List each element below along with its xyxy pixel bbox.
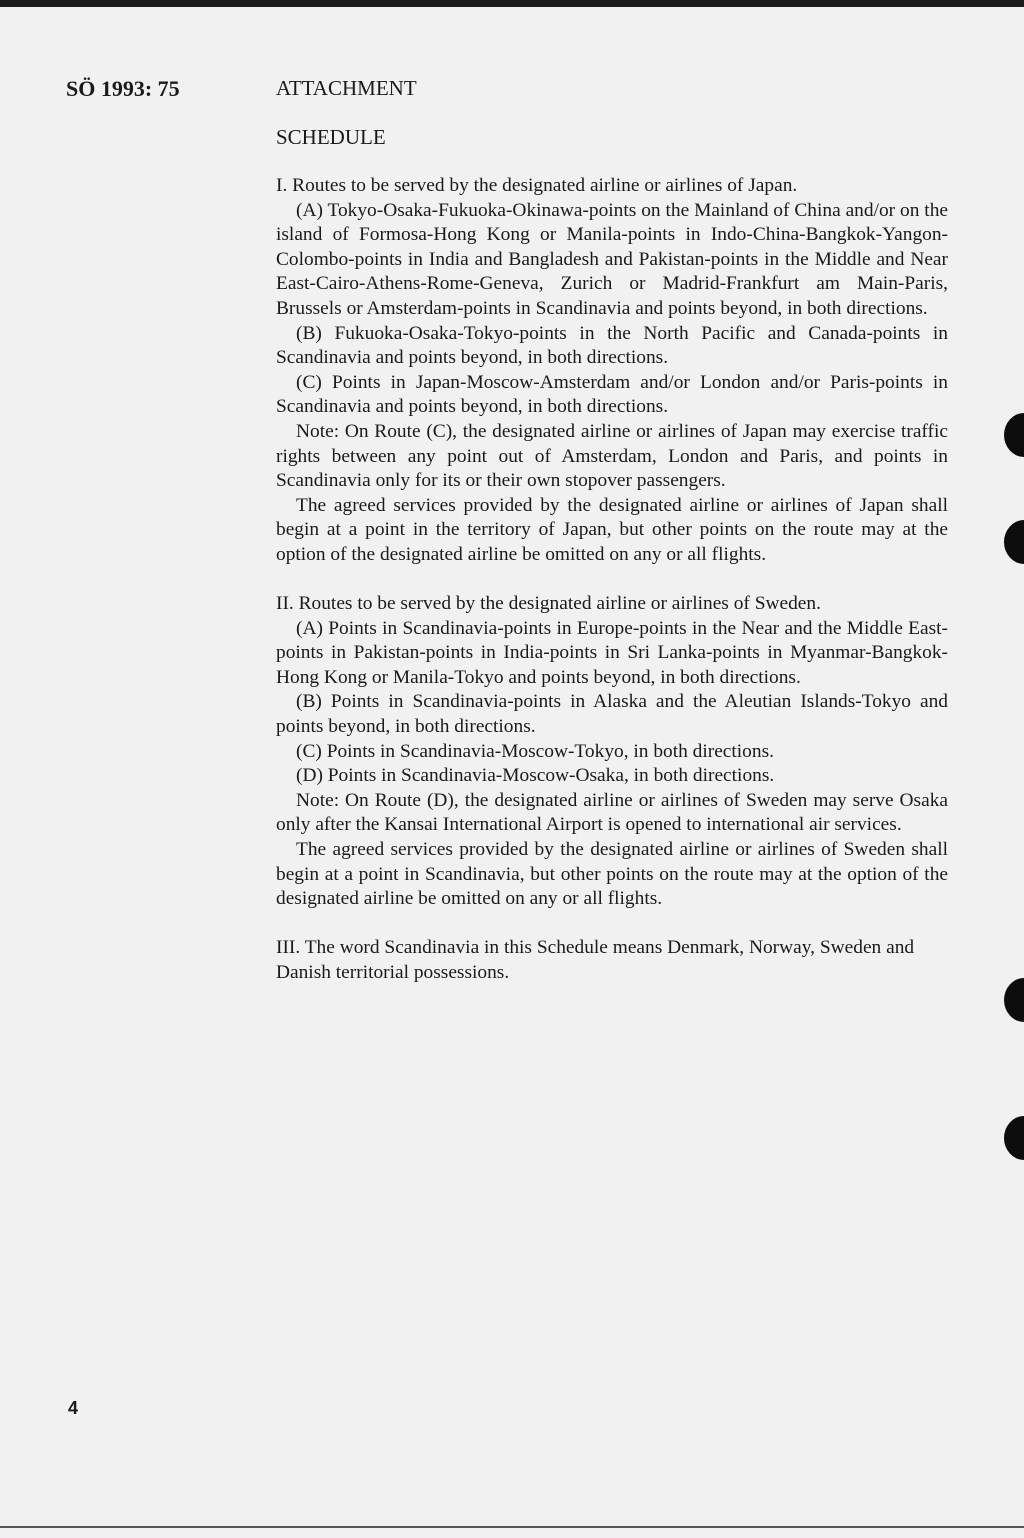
bottom-edge-line [0, 1526, 1024, 1528]
section-heading-sweden-routes: II. Routes to be served by the designated airline or airlines of Sweden. [276, 593, 821, 615]
paragraph-sweden-agreed-services: The agreed services provided by the designated airline or airlines of Sweden shall begin at a point in Scandinavia, but other points on the route may at the option of the designated airline be omitted on any or all flights. [276, 839, 948, 910]
binder-hole-4 [1004, 1116, 1024, 1160]
top-border [0, 0, 1024, 7]
binder-hole-3 [1004, 978, 1024, 1022]
section-subtitle: SCHEDULE [276, 125, 386, 149]
section-heading-japan-routes: I. Routes to be served by the designated airline or airlines of Japan. [276, 175, 798, 196]
paragraph-japan-note: Note: On Route (C), the designated airline or airlines of Japan may exercise traffic rights between any point out of Amsterdam, London and Paris, and points in Scandinavia only for its or their own stopover passengers. [276, 420, 948, 492]
paragraph-japan-agreed-services: The agreed services provided by the designated airline or airlines of Japan shall begin at a point in the territory of Japan, but other points on the route may at the option of the designated airline be omitted on any or all flights. [276, 494, 948, 565]
page-title: ATTACHMENT [276, 76, 417, 100]
document-reference: SÖ 1993: 75 [66, 76, 180, 101]
page-number: 4 [68, 1398, 79, 1418]
paragraph-sweden-route-d: (D) Points in Scandinavia-Moscow-Osaka, in both directions. [296, 765, 775, 787]
paragraph-japan-route-b: (B) Fukuoka-Osaka-Tokyo-points in the North Pacific and Canada-points in Scandinavia and points beyond, in both directions. [276, 322, 948, 369]
binder-hole-1 [1004, 413, 1024, 457]
paragraph-sweden-route-a: (A) Points in Scandinavia-points in Europe-points in the Near and the Middle East-points in Pakistan-points in India-points in Sri Lanka-points in Myanmar-Bangkok-Hong Kong or Manila-Tokyo and points beyond, in both directions. [276, 617, 948, 688]
binder-hole-2 [1004, 520, 1024, 564]
schedule-body [276, 174, 948, 986]
paragraph-sweden-route-c: (C) Points in Scandinavia-Moscow-Tokyo, in both directions. [296, 740, 774, 762]
paragraph-japan-route-c: (C) Points in Japan-Moscow-Amsterdam and/or London and/or Paris-points in Scandinavia and points beyond, in both directions. [276, 371, 948, 418]
paragraph-sweden-route-b: (B) Points in Scandinavia-points in Alaska and the Aleutian Islands-Tokyo and points beyond, in both directions. [276, 691, 948, 738]
section-scandinavia-definition: III. The word Scandinavia in this Schedule means Denmark, Norway, Sweden and Danish territorial possessions. [276, 937, 915, 983]
paragraph-japan-route-a: (A) Tokyo-Osaka-Fukuoka-Okinawa-points on the Mainland of China and/or on the island of Formosa-Hong Kong or Manila-points in Indo-China-Bangkok-Yangon-Colombo-points in India and Bangladesh and Pakistan-points in the Middle and Near East-Cairo-Athens-Rome-Geneva, Zurich or Madrid-Frankfurt am Main-Paris, Brussels or Amsterdam-points in Scandinavia and points beyond, in both directions. [276, 199, 948, 319]
paragraph-sweden-note: Note: On Route (D), the designated airline or airlines of Sweden may serve Osaka only after the Kansai International Airport is opened to international air services. [276, 789, 948, 836]
